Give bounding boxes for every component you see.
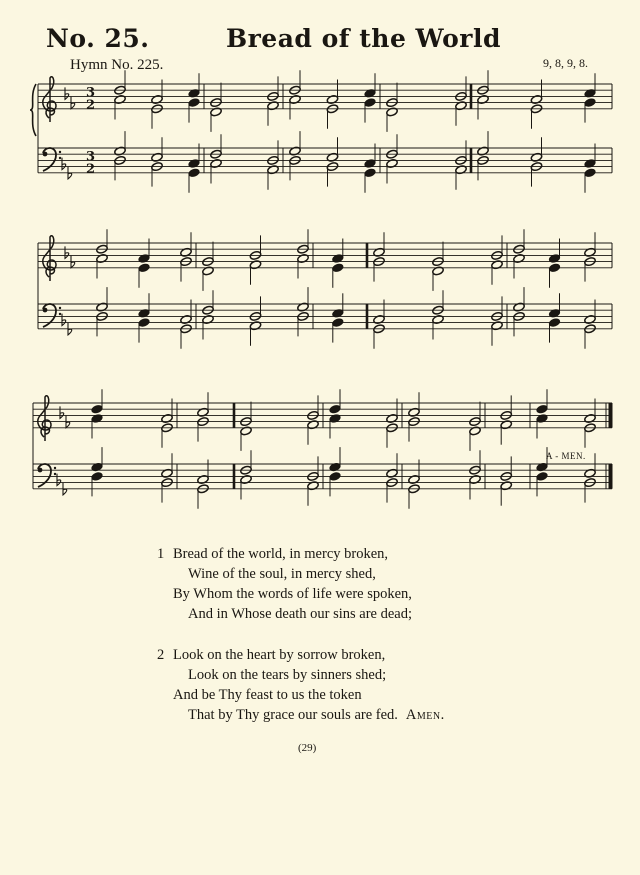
note-head (138, 318, 150, 328)
verse-line (188, 707, 445, 724)
verse-line: Look on the heart by sorrow broken, (173, 647, 386, 663)
hymn-title: Bread of the World (226, 24, 501, 53)
flat-sign (57, 474, 61, 486)
note-head (364, 168, 376, 178)
amen-lyric: A - MEN. (546, 451, 586, 461)
note-head (548, 263, 560, 273)
note-head (91, 404, 103, 414)
note-head (536, 404, 548, 414)
note-head (332, 318, 344, 328)
bass-clef-dot (54, 473, 56, 475)
bass-clef-dot (59, 151, 61, 153)
treble-clef (38, 396, 51, 441)
note-head (364, 98, 376, 108)
flat-sign (65, 246, 69, 258)
bass-clef-dot (43, 308, 48, 313)
flat-sign (62, 314, 66, 326)
note-head (138, 263, 150, 273)
note-head (548, 318, 560, 328)
bass-clef-dot (54, 467, 56, 469)
treble-clef (43, 236, 56, 281)
bass-clef-dot (59, 157, 61, 159)
note-head (332, 263, 344, 273)
flat-sign (65, 87, 69, 99)
bass-clef (43, 148, 56, 171)
flat-sign (62, 158, 66, 170)
tune-reference: Hymn No. 225. (70, 57, 164, 73)
amen-word: Amen. (405, 707, 445, 723)
note-head (584, 168, 596, 178)
time-signature-denominator: 2 (86, 161, 96, 177)
verse-line-text: That by Thy grace our souls are fed. (188, 707, 398, 723)
verse-number: 1 (157, 546, 165, 562)
bass-clef-dot (38, 468, 43, 473)
bass-clef-dot (59, 313, 61, 315)
note-head (329, 404, 341, 414)
note-head (188, 98, 200, 108)
brace (30, 84, 36, 136)
page-number: (29) (298, 742, 317, 754)
treble-clef (43, 77, 56, 122)
time-signature-denominator: 2 (86, 97, 96, 113)
verse-line: And in Whose death our sins are dead; (188, 606, 413, 622)
note-head (329, 471, 341, 481)
meter: 9, 8, 9, 8. (543, 56, 588, 70)
time-signature-numerator: 3 (86, 85, 96, 101)
verse-line: Wine of the soul, in mercy shed, (188, 566, 376, 582)
verse-line: By Whom the words of life were spoken, (173, 586, 412, 602)
note-head (584, 98, 596, 108)
verse-line: And be Thy feast to us the token (173, 687, 362, 703)
bass-clef (43, 304, 56, 327)
hymn-number: No. 25. (46, 24, 150, 53)
bass-clef (38, 464, 51, 487)
verse-number: 2 (157, 647, 165, 663)
verse-line: Look on the tears by sinners shed; (188, 667, 387, 683)
bass-clef-dot (43, 152, 48, 157)
flat-sign (60, 406, 64, 418)
time-signature-numerator: 3 (86, 149, 96, 165)
note-head (536, 471, 548, 481)
verse-line: Bread of the world, in mercy broken, (173, 546, 389, 562)
note-head (91, 471, 103, 481)
bass-clef-dot (59, 307, 61, 309)
note-head (188, 168, 200, 178)
